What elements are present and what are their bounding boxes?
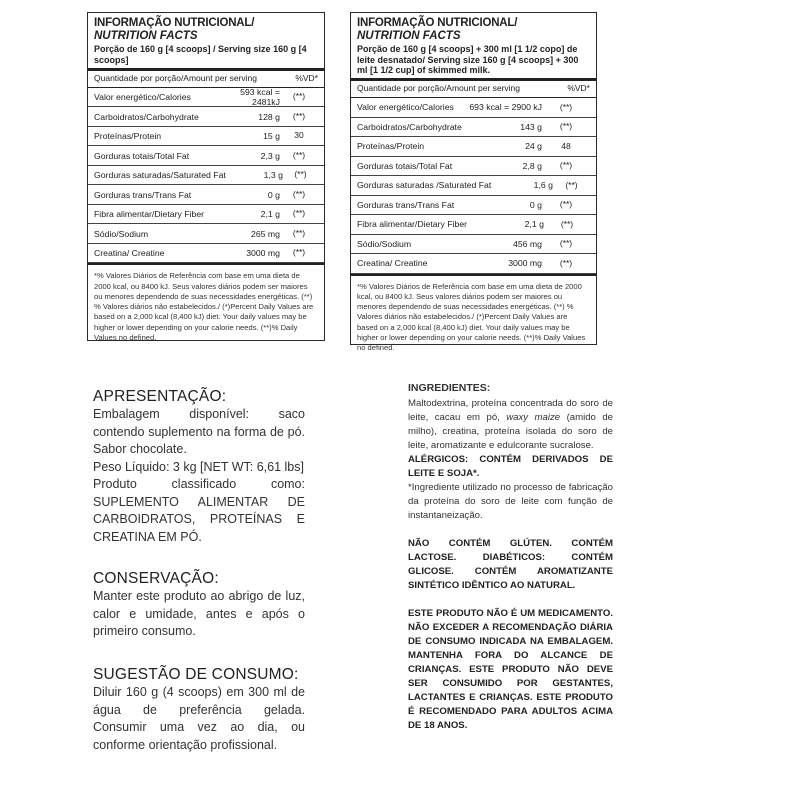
section-apresentacao bbox=[93, 388, 305, 546]
gluten-lactose-text: NÃO CONTÉM GLÚTEN. CONTÉM LACTOSE. DIABÉTICOS: CONTÉM GLICOSE. CONTÉM AROMATIZANTE SINTÉTICO IDÊNTICO AO NATURAL. bbox=[408, 538, 613, 591]
nutrient-amount: 0 g bbox=[267, 189, 280, 200]
section-heading: APRESENTAÇÃO: bbox=[93, 388, 227, 405]
table-row bbox=[351, 235, 596, 255]
table-header bbox=[88, 13, 324, 71]
nutrient-label: Sódio/Sodium bbox=[357, 238, 412, 249]
nutrient-label: Proteínas/Protein bbox=[94, 131, 162, 142]
table-row bbox=[88, 107, 324, 127]
table-title-en: NUTRITION FACTS bbox=[94, 30, 198, 43]
table-rows bbox=[351, 98, 596, 274]
nutrient-label: Gorduras saturadas/Saturated Fat bbox=[94, 170, 226, 181]
nutrient-amount: 0 g bbox=[529, 199, 542, 210]
nutrient-label: Gorduras trans/Trans Fat bbox=[94, 189, 192, 200]
section-conservacao bbox=[93, 570, 305, 641]
classification-text: Produto classificado como: SUPLEMENTO ALIMENTAR DE CARBOIDRATOS, PROTEÍNAS E CREATINA EM PÓ. bbox=[93, 477, 305, 544]
nutrient-label: Fibra alimentar/Dietary Fiber bbox=[94, 209, 205, 220]
ingredients-italic: waxy maize bbox=[506, 412, 561, 423]
nutrient-label: Valor energético/Calories bbox=[94, 92, 191, 103]
section-sugestao bbox=[93, 666, 305, 754]
nutrient-amount: 593 kcal = 2481kJ bbox=[240, 87, 280, 108]
nutrient-daily-value: (**) bbox=[292, 227, 306, 238]
nutrient-amount: 2,8 g bbox=[522, 160, 542, 171]
nutrient-label: Creatina/ Creatine bbox=[357, 258, 428, 269]
packaging-text: Embalagem disponível: saco contendo suplemento na forma de pó. Sabor chocolate. bbox=[93, 407, 305, 456]
table-row bbox=[88, 127, 324, 147]
nutrient-daily-value: (**) bbox=[292, 110, 306, 121]
ingredients-part: Maltodextrina, proteína concentrada do soro de leite, cacau em pó, bbox=[408, 398, 613, 423]
net-weight-text: Peso Líquido: 3 kg [NET WT: 6,61 lbs] bbox=[93, 459, 304, 474]
nutrient-daily-value: (**) bbox=[559, 101, 573, 112]
nutrient-amount: 128 g bbox=[258, 111, 280, 122]
table-footnote: *% Valores Diários de Referência com base em uma dieta de 2000 kcal, ou 8400 kJ. Seus valores diários podem ser maiores ou menores dependendo de suas necessidades energéticas. (**) % Valores diários não estabelecidos./ (*)Percent Daily Values are based on a 2,000 kcal (8,400 kJ) diet. Your daily values may be higher or lower depending on your calorie needs. (**)% Daily Values no defined. bbox=[88, 263, 324, 349]
nutrient-amount: 24 g bbox=[525, 141, 542, 152]
storage-text: Manter este produto ao abrigo de luz, calor e umidade, antes e após o primeiro consumo. bbox=[93, 589, 305, 638]
nutrient-amount: 1,6 g bbox=[533, 180, 553, 191]
nutrient-amount: 265 mg bbox=[251, 228, 280, 239]
nutrient-daily-value: (**) bbox=[559, 199, 573, 210]
nutrient-daily-value: (**) bbox=[294, 169, 307, 180]
section-heading: CONSERVAÇÃO: bbox=[93, 570, 219, 587]
nutrient-label: Gorduras saturadas /Saturated Fat bbox=[357, 180, 492, 191]
table-rows bbox=[88, 88, 324, 264]
nutrient-daily-value: (**) bbox=[560, 218, 574, 229]
table-subheader bbox=[351, 81, 596, 98]
table-row bbox=[88, 185, 324, 205]
table-row bbox=[351, 157, 596, 177]
section-heading: SUGESTÃO DE CONSUMO: bbox=[93, 666, 299, 683]
table-row bbox=[351, 254, 596, 274]
serving-size: Porção de 160 g [4 scoops] + 300 ml [1 1/2 copo] de leite desnatado/ Serving size 160 g [4 scoops] + 300 ml [1 1/2 cup] of skimmed milk. bbox=[357, 44, 579, 76]
table-row bbox=[88, 205, 324, 225]
nutrient-daily-value: (**) bbox=[559, 121, 573, 132]
nutrient-daily-value: (**) bbox=[292, 247, 306, 258]
table-row bbox=[88, 146, 324, 166]
ingredients-text bbox=[408, 397, 613, 453]
nutrient-amount: 3000 mg bbox=[246, 248, 280, 259]
daily-value-label: %VD* bbox=[295, 73, 318, 84]
nutrient-label: Gorduras trans/Trans Fat bbox=[357, 199, 455, 210]
nutrient-amount: 2,1 g bbox=[260, 209, 280, 220]
amount-per-serving-label: Quantidade por porção/Amount per serving bbox=[94, 73, 258, 84]
nutrient-amount: 15 g bbox=[263, 131, 280, 142]
table-row bbox=[88, 88, 324, 108]
nutrient-daily-value: (**) bbox=[292, 208, 306, 219]
allergens-text: ALÉRGICOS: CONTÉM DERIVADOS DE LEITE E SOJA*. bbox=[408, 454, 613, 479]
nutrient-daily-value: (**) bbox=[559, 257, 573, 268]
nutrient-amount: 693 kcal = 2900 kJ bbox=[469, 102, 542, 113]
nutrient-daily-value: (**) bbox=[559, 160, 573, 171]
table-footnote: *% Valores Diários de Referência com base em uma dieta de 2000 kcal, ou 8400 kJ. Seus valores diários podem ser maiores ou menores dependendo de suas necessidades energéticas. (**) % Valores diários não estabelecidos./ (*)Percent Daily Values are based on a 2,000 kcal (8,400 kJ) diet. Your daily values may be higher or lower depending on your calorie needs. (**)% Daily Values no defined. bbox=[351, 274, 596, 360]
nutrient-label: Fibra alimentar/Dietary Fiber bbox=[357, 219, 468, 230]
table-row bbox=[88, 244, 324, 264]
nutrient-label: Valor energético/Calories bbox=[357, 102, 454, 113]
nutrient-daily-value: (**) bbox=[292, 149, 306, 160]
nutrient-label: Proteínas/Protein bbox=[357, 141, 425, 152]
daily-value-label: %VD* bbox=[567, 83, 590, 94]
nutrient-daily-value: (**) bbox=[292, 188, 306, 199]
table-row bbox=[351, 137, 596, 157]
table-row bbox=[351, 118, 596, 138]
table-row bbox=[351, 98, 596, 118]
ingredient-note: *Ingrediente utilizado no processo de fabricação da proteína do soro de leite com função de instantaneização. bbox=[408, 482, 613, 521]
nutrition-table-2 bbox=[350, 12, 597, 353]
nutrient-label: Sódio/Sodium bbox=[94, 228, 149, 239]
section-heading: INGREDIENTES: bbox=[408, 382, 491, 394]
table-row bbox=[88, 166, 324, 186]
section-ingredientes bbox=[408, 381, 613, 733]
serving-size: Porção de 160 g [4 scoops] / Serving size 160 g [4 scoops] bbox=[94, 44, 307, 65]
amount-per-serving-label: Quantidade por porção/Amount per serving bbox=[357, 83, 521, 94]
nutrient-label: Gorduras totais/Total Fat bbox=[94, 150, 190, 161]
nutrient-amount: 2,3 g bbox=[260, 150, 280, 161]
usage-text: Diluir 160 g (4 scoops) em 300 ml de água de preferência gelada. Consumir uma vez ao dia, ou conforme orientação profissional. bbox=[93, 685, 305, 752]
nutrient-amount: 2,1 g bbox=[524, 219, 544, 230]
nutrient-amount: 3000 mg bbox=[508, 258, 542, 269]
table-subheader bbox=[88, 71, 324, 88]
table-header bbox=[351, 13, 596, 81]
table-title: INFORMAÇÃO NUTRICIONAL/ bbox=[357, 17, 518, 29]
nutrient-amount: 143 g bbox=[520, 121, 542, 132]
nutrient-label: Gorduras totais/Total Fat bbox=[357, 160, 453, 171]
table-title-en: NUTRITION FACTS bbox=[357, 30, 461, 43]
nutrient-daily-value: (**) bbox=[292, 91, 306, 102]
nutrition-table-1 bbox=[87, 12, 325, 341]
table-title: INFORMAÇÃO NUTRICIONAL/ bbox=[94, 17, 255, 29]
nutrient-daily-value: (**) bbox=[565, 179, 578, 190]
nutrient-label: Carboidratos/Carbohydrate bbox=[357, 121, 462, 132]
table-row bbox=[88, 224, 324, 244]
table-row bbox=[351, 196, 596, 216]
nutrient-amount: 456 mg bbox=[513, 238, 542, 249]
nutrient-daily-value: 48 bbox=[561, 140, 571, 151]
nutrient-label: Carboidratos/Carbohydrate bbox=[94, 111, 199, 122]
ingredients-part: (amido de milho), creatina, proteína isolada do soro de leite, aromatizante e edulcorante sucralose. bbox=[408, 412, 613, 451]
nutrient-daily-value: (**) bbox=[559, 238, 573, 249]
nutrient-daily-value: 30 bbox=[294, 130, 304, 141]
nutrient-label: Creatina/ Creatine bbox=[94, 248, 165, 259]
table-row bbox=[351, 176, 596, 196]
nutrient-amount: 1,3 g bbox=[263, 170, 283, 181]
warning-text: ESTE PRODUTO NÃO É UM MEDICAMENTO. NÃO EXCEDER A RECOMENDAÇÃO DIÁRIA DE CONSUMO INDICADA NA EMBALAGEM. MANTENHA FORA DO ALCANCE DE CRIANÇAS. ESTE PRODUTO NÃO DEVE SER CONSUMIDO POR GESTANTES, LACTANTES E CRIANÇAS. ESTE PRODUTO É RECOMENDADO PARA ADULTOS ACIMA DE 18 ANOS. bbox=[408, 608, 613, 731]
table-row bbox=[351, 215, 596, 235]
